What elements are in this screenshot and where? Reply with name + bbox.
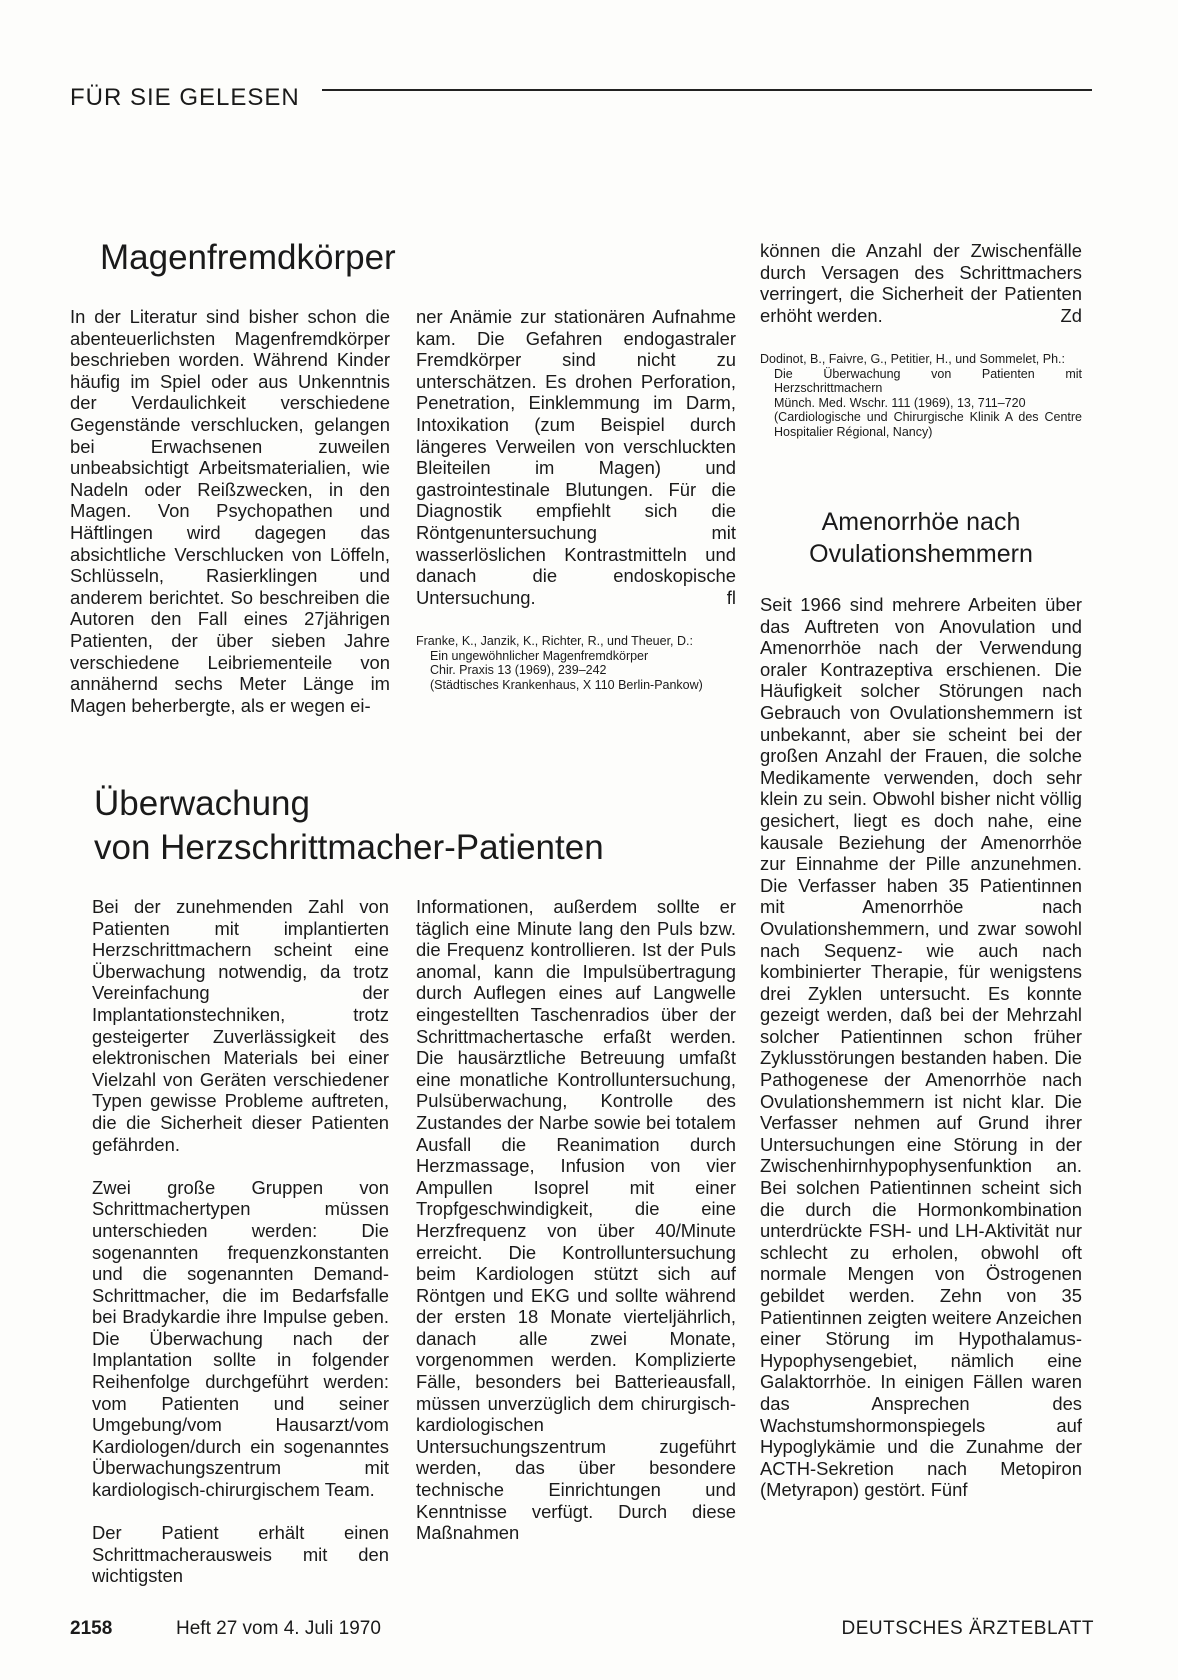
article2-column-1 (92, 896, 389, 1587)
issue-line: Heft 27 vom 4. Juli 1970 (176, 1618, 381, 1639)
article1-text: ner Anämie zur stationären Aufnahme kam. Die Gefahren endogastraler Fremdkörper sind nicht zu unterschätzen. Es drohen Perforation, Penetration, Einklemmung im Darm, Intoxikation (zum Beispiel durch längeres Verweilen von verschluckten Bleiteilen im Magen) und gastrointestinale Blutungen. Für die Diagnostik empfiehlt sich die Röntgenuntersuchung mit wasserlöslichen Kontrastmitteln und danach die endoskopische Untersuchung. (416, 306, 736, 608)
article2-signature: Zd (1060, 304, 1082, 326)
article1-paragraph: In der Literatur sind bisher schon die abenteuerlichsten Magenfremdkörper beschrieben worden. Während Kinder häufig im Spiel oder aus Unkenntnis der Verdaulichkeit verschiedene Gegenstände verschlucken, gelangen bei Erwachsenen zuweilen unbeabsichtigt Arbeitsmaterialien, wie Nadeln oder Reißzwecken, in den Magen. Von Psychopathen und Häftlingen wird dagegen das absichtliche Verschlucken von Löffeln, Schlüsseln, Rasierklingen und anderem berichtet. So beschreiben die Autoren den Fall eines 27jährigen Patienten, der über sieben Jahre verschiedene Leibriementeile von annähernd sechs Meter Länge im Magen beherbergte, als er wegen ei- (70, 306, 390, 716)
reference-title: Ein ungewöhnlicher Magenfremdkörper (430, 648, 649, 663)
article-title-line-2: Ovulationshemmern (809, 540, 1033, 568)
article-title-line-2: von Herzschrittmacher-Patienten (94, 828, 604, 867)
article2-paragraph-1: Bei der zunehmenden Zahl von Patienten mit implantierten Herzschrittmachern scheint eine Überwachung notwendig, da trotz Vereinfachung der Implantationstechniken, trotz gesteigerter Zuverlässigkeit des elektronischen Materials bei einer Vielzahl von Geräten verschiedener Typen gewisse Probleme auftreten, die die Sicherheit dieser Patienten gefährden. (92, 896, 389, 1155)
article2-text: können die Anzahl der Zwischenfälle durch Versagen des Schrittmachers verringert, die Sicherheit der Patienten erhöht werden. (760, 240, 1082, 326)
article-title-magenfremdkoerper: Magenfremdkörper (100, 238, 396, 277)
header-rule (322, 89, 1092, 91)
article1-paragraph-end (416, 306, 736, 608)
article3-paragraph: Seit 1966 sind mehrere Arbeiten über das Auftreten von Anovulation und Amenorrhöe nach der Verwendung oraler Kontrazeptiva erschienen. Die Häufigkeit solcher Störungen nach Gebrauch von Ovulationshemmern ist unbekannt, aber sie scheint bei der großen Anzahl der Frauen, die solche Medikamente verwenden, doch sehr klein zu sein. Obwohl bisher nicht völlig gesichert, liegt es doch nahe, eine kausale Beziehung der Amenorrhöe zur Einnahme der Pille anzunehmen. Die Verfasser haben 35 Patientinnen mit Amenorrhöe nach Ovulationshemmern, und zwar sowohl nach Sequenz- wie auch nach kombinierter Therapie, für wenigstens drei Zyklen untersucht. Es konnte gezeigt werden, daß bei der Mehrzahl solcher Patientinnen schon früher Zyklusstörungen bestanden haben. Die Pathogenese der Amenorrhöe nach Ovulationshemmern ist nicht klar. Die Verfasser nehmen auf Grund ihrer Untersuchungen eine Störung in der Zwischenhirnhypophysenfunktion an. Bei solchen Patientinnen scheint sich die durch die Hormonkombination unterdrückte FSH- und LH-Aktivität nur schlecht zu erholen, obwohl oft normale Mengen von Östrogenen gebildet werden. Zehn von 35 Patientinnen zeigten weitere Anzeichen einer Störung im Hypothalamus-Hypophysengebiet, nämlich eine Galaktorrhöe. In einigen Fällen waren das Ansprechen des Wachstumshormonspiegels auf Hypoglykämie und die Zunahme der ACTH-Sekretion nach Metopiron (Metyrapon) gestört. Fünf (760, 594, 1082, 1501)
article2-paragraph-3: Der Patient erhält einen Schrittmacherausweis mit den wichtigsten (92, 1522, 389, 1587)
article2-column-2 (416, 896, 736, 1544)
journal-name: DEUTSCHES ÄRZTEBLATT (841, 1618, 1094, 1639)
article-title-line-1: Überwachung (94, 784, 310, 823)
article2-paragraph-end (760, 240, 1082, 326)
page-number: 2158 (70, 1618, 113, 1639)
article1-column-1 (70, 306, 390, 716)
article2-paragraph-4: Informationen, außerdem sollte er täglich eine Minute lang den Puls bzw. die Frequenz kontrollieren. Ist der Puls anomal, kann die Impulsübertragung durch Auflegen eines auf Langwelle eingestellten Taschenradios über der Schrittmachertasche erfaßt werden. Die hausärztliche Betreuung umfaßt eine monatliche Kontrolluntersuchung, Pulsüberwachung, Kontrolle des Zustandes der Narbe sowie bei totalem Ausfall die Reanimation durch Herzmassage, Infusion von vier Ampullen Isoprel mit einer Tropfgeschwindigkeit, die eine Herzfrequenz von über 40/Minute erreicht. Die Kontrolluntersuchung beim Kardiologen stützt sich auf Röntgen und EKG und sollte während der ersten 18 Monate vierteljährlich, danach alle zwei Monate, vorgenommen werden. Komplizierte Fälle, besonders bei Batterieausfall, müssen unverzüglich dem chirurgisch-kardiologischen Untersuchungszentrum zugeführt werden, das über besondere technische Einrichtungen und Kenntnisse verfügt. Durch diese Maßnahmen (416, 896, 736, 1544)
section-label: FÜR SIE GELESEN (70, 84, 300, 111)
reference-authors: Franke, K., Janzik, K., Richter, R., und Theuer, D.: (416, 634, 693, 648)
article1-signature: fl (726, 586, 736, 608)
article2-column-3 (760, 240, 1082, 326)
article-title-line-1: Amenorrhöe nach (821, 508, 1021, 536)
reference-source: Chir. Praxis 13 (1969), 239–242 (430, 663, 607, 677)
article2-reference (760, 352, 1082, 439)
reference-title: Die Überwachung von Patienten mit Herzschrittmachern (774, 366, 1082, 395)
reference-authors: Dodinot, B., Faivre, G., Petitier, H., und Sommelet, Ph.: (760, 352, 1065, 366)
reference-institution: (Städtisches Krankenhaus, X 110 Berlin-Pankow) (430, 677, 703, 692)
article3-column (760, 594, 1082, 1501)
article1-reference (416, 634, 736, 692)
article1-column-2 (416, 306, 736, 608)
reference-source: Münch. Med. Wschr. 111 (1969), 13, 711–720 (774, 395, 1026, 410)
reference-institution: (Cardiologische und Chirurgische Klinik A des Centre Hospitalier Régional, Nancy) (774, 410, 1082, 439)
article2-paragraph-2: Zwei große Gruppen von Schrittmachertypen müssen unterschieden werden: Die sogenannten frequenzkonstanten und die sogenannten Demand-Schrittmacher, die im Bedarfsfalle bei Bradykardie ihre Impulse geben. Die Überwachung nach der Implantation sollte in folgender Reihenfolge durchgeführt werden: vom Patienten und seiner Umgebung/vom Hausarzt/vom Kardiologen/durch ein sogenanntes Überwachungszentrum mit kardiologisch-chirurgischem Team. (92, 1176, 389, 1501)
